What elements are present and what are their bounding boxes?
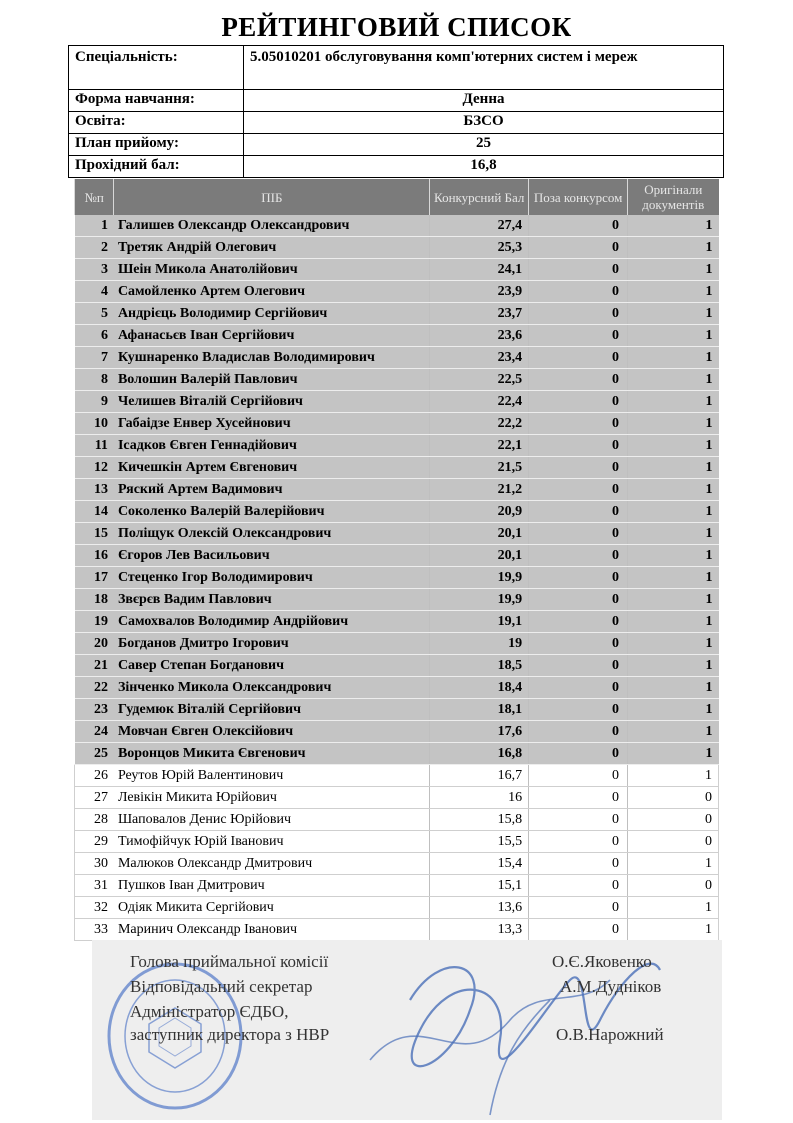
row-score: 20,1 bbox=[430, 523, 529, 545]
table-row bbox=[75, 259, 719, 281]
row-out-of-competition: 0 bbox=[529, 919, 628, 941]
row-number: 3 bbox=[75, 259, 114, 281]
row-original-documents: 0 bbox=[628, 831, 719, 853]
table-row bbox=[75, 897, 719, 919]
row-number: 24 bbox=[75, 721, 114, 743]
row-score: 18,4 bbox=[430, 677, 529, 699]
row-score: 19,9 bbox=[430, 589, 529, 611]
row-name: Маринич Олександр Іванович bbox=[114, 919, 430, 941]
row-out-of-competition: 0 bbox=[529, 875, 628, 897]
row-out-of-competition: 0 bbox=[529, 853, 628, 875]
row-name: Афанасьєв Іван Сергійович bbox=[114, 325, 430, 347]
row-out-of-competition: 0 bbox=[529, 897, 628, 919]
row-out-of-competition: 0 bbox=[529, 435, 628, 457]
row-original-documents: 1 bbox=[628, 655, 719, 677]
row-original-documents: 1 bbox=[628, 919, 719, 941]
row-name: Тимофійчук Юрій Іванович bbox=[114, 831, 430, 853]
specialty-info-table bbox=[68, 45, 724, 178]
row-out-of-competition: 0 bbox=[529, 281, 628, 303]
row-original-documents: 1 bbox=[628, 325, 719, 347]
row-number: 14 bbox=[75, 501, 114, 523]
table-row bbox=[75, 633, 719, 655]
row-original-documents: 1 bbox=[628, 743, 719, 765]
row-number: 6 bbox=[75, 325, 114, 347]
table-row bbox=[75, 655, 719, 677]
page-title: РЕЙТИНГОВИЙ СПИСОК bbox=[221, 12, 572, 42]
table-row bbox=[75, 369, 719, 391]
row-name: Гудемюк Віталій Сергійович bbox=[114, 699, 430, 721]
table-row bbox=[75, 215, 719, 237]
row-out-of-competition: 0 bbox=[529, 237, 628, 259]
row-out-of-competition: 0 bbox=[529, 215, 628, 237]
row-name: Малюков Олександр Дмитрович bbox=[114, 853, 430, 875]
row-original-documents: 1 bbox=[628, 237, 719, 259]
row-number: 30 bbox=[75, 853, 114, 875]
row-original-documents: 1 bbox=[628, 479, 719, 501]
education-label: Освіта: bbox=[69, 112, 244, 134]
deputy-director-name: О.В.Нарожний bbox=[556, 1025, 664, 1044]
row-score: 24,1 bbox=[430, 259, 529, 281]
row-out-of-competition: 0 bbox=[529, 479, 628, 501]
row-name: Пушков Іван Дмитрович bbox=[114, 875, 430, 897]
row-out-of-competition: 0 bbox=[529, 831, 628, 853]
row-original-documents: 1 bbox=[628, 897, 719, 919]
row-out-of-competition: 0 bbox=[529, 303, 628, 325]
row-score: 20,1 bbox=[430, 545, 529, 567]
row-score: 13,3 bbox=[430, 919, 529, 941]
row-out-of-competition: 0 bbox=[529, 699, 628, 721]
table-row bbox=[75, 831, 719, 853]
row-name: Волошин Валерій Павлович bbox=[114, 369, 430, 391]
row-out-of-competition: 0 bbox=[529, 677, 628, 699]
table-row bbox=[75, 765, 719, 787]
row-score: 15,5 bbox=[430, 831, 529, 853]
row-number: 13 bbox=[75, 479, 114, 501]
row-score: 20,9 bbox=[430, 501, 529, 523]
row-out-of-competition: 0 bbox=[529, 743, 628, 765]
table-row bbox=[75, 479, 719, 501]
row-original-documents: 1 bbox=[628, 303, 719, 325]
table-row bbox=[75, 809, 719, 831]
row-score: 18,1 bbox=[430, 699, 529, 721]
passing-score-label: Прохідний бал: bbox=[69, 156, 244, 178]
row-out-of-competition: 0 bbox=[529, 347, 628, 369]
row-name: Ряский Артем Вадимович bbox=[114, 479, 430, 501]
row-number: 12 bbox=[75, 457, 114, 479]
table-row bbox=[75, 919, 719, 941]
row-score: 23,7 bbox=[430, 303, 529, 325]
row-name: Реутов Юрій Валентинович bbox=[114, 765, 430, 787]
row-score: 15,1 bbox=[430, 875, 529, 897]
rating-table-body bbox=[75, 215, 719, 941]
row-out-of-competition: 0 bbox=[529, 369, 628, 391]
row-out-of-competition: 0 bbox=[529, 523, 628, 545]
row-original-documents: 1 bbox=[628, 589, 719, 611]
table-row bbox=[75, 589, 719, 611]
passing-score-value: 16,8 bbox=[244, 156, 724, 178]
header-score: Конкурсний Бал bbox=[430, 179, 529, 215]
secretary-role: Відповідальний секретар bbox=[130, 977, 313, 996]
row-name: Габаідзе Енвер Хусейнович bbox=[114, 413, 430, 435]
row-name: Кичешкін Артем Євгенович bbox=[114, 457, 430, 479]
row-original-documents: 1 bbox=[628, 765, 719, 787]
table-row bbox=[75, 391, 719, 413]
row-name: Галишев Олександр Олександрович bbox=[114, 215, 430, 237]
table-row bbox=[75, 303, 719, 325]
header-name: ПІБ bbox=[114, 179, 430, 215]
row-original-documents: 1 bbox=[628, 567, 719, 589]
row-number: 16 bbox=[75, 545, 114, 567]
row-number: 33 bbox=[75, 919, 114, 941]
row-name: Шеін Микола Анатолійович bbox=[114, 259, 430, 281]
row-number: 1 bbox=[75, 215, 114, 237]
header-number: №п bbox=[75, 179, 114, 215]
row-number: 29 bbox=[75, 831, 114, 853]
row-out-of-competition: 0 bbox=[529, 611, 628, 633]
row-score: 13,6 bbox=[430, 897, 529, 919]
row-original-documents: 1 bbox=[628, 369, 719, 391]
row-name: Звєрєв Вадим Павлович bbox=[114, 589, 430, 611]
row-number: 9 bbox=[75, 391, 114, 413]
header-original-documents: Оригінали документів bbox=[628, 179, 719, 215]
row-original-documents: 0 bbox=[628, 809, 719, 831]
rating-table bbox=[74, 179, 719, 941]
admission-plan-label: План прийому: bbox=[69, 134, 244, 156]
row-name: Левікін Микита Юрійович bbox=[114, 787, 430, 809]
row-original-documents: 1 bbox=[628, 699, 719, 721]
row-name: Шаповалов Денис Юрійович bbox=[114, 809, 430, 831]
row-original-documents: 1 bbox=[628, 501, 719, 523]
deputy-director-role: заступник директора з НВР bbox=[130, 1025, 330, 1044]
table-row bbox=[75, 325, 719, 347]
row-out-of-competition: 0 bbox=[529, 325, 628, 347]
row-original-documents: 1 bbox=[628, 677, 719, 699]
row-score: 17,6 bbox=[430, 721, 529, 743]
signature-block bbox=[92, 940, 722, 1120]
row-name: Челишев Віталій Сергійович bbox=[114, 391, 430, 413]
row-out-of-competition: 0 bbox=[529, 567, 628, 589]
row-score: 22,1 bbox=[430, 435, 529, 457]
row-score: 23,9 bbox=[430, 281, 529, 303]
table-row bbox=[75, 611, 719, 633]
row-name: Мовчан Євген Олексійович bbox=[114, 721, 430, 743]
row-out-of-competition: 0 bbox=[529, 655, 628, 677]
row-out-of-competition: 0 bbox=[529, 787, 628, 809]
row-original-documents: 0 bbox=[628, 875, 719, 897]
commission-head-role: Голова приймальної комісії bbox=[130, 952, 329, 971]
row-score: 22,2 bbox=[430, 413, 529, 435]
table-row bbox=[75, 875, 719, 897]
row-score: 16,8 bbox=[430, 743, 529, 765]
row-out-of-competition: 0 bbox=[529, 721, 628, 743]
table-row bbox=[75, 721, 719, 743]
row-name: Богданов Дмитро Ігорович bbox=[114, 633, 430, 655]
table-row bbox=[75, 457, 719, 479]
row-name: Третяк Андрій Олегович bbox=[114, 237, 430, 259]
commission-head-name: О.Є.Яковенко bbox=[552, 952, 652, 971]
table-row bbox=[75, 523, 719, 545]
rating-table-header bbox=[75, 179, 719, 215]
row-score: 19,9 bbox=[430, 567, 529, 589]
specialty-value: 5.05010201 обслуговування комп'ютерних систем і мереж bbox=[244, 46, 724, 90]
row-name: Кушнаренко Владислав Володимирович bbox=[114, 347, 430, 369]
education-value: БЗСО bbox=[244, 112, 724, 134]
row-original-documents: 1 bbox=[628, 523, 719, 545]
row-score: 19 bbox=[430, 633, 529, 655]
row-score: 16 bbox=[430, 787, 529, 809]
row-score: 22,4 bbox=[430, 391, 529, 413]
row-score: 22,5 bbox=[430, 369, 529, 391]
study-form-value: Денна bbox=[244, 90, 724, 112]
row-out-of-competition: 0 bbox=[529, 413, 628, 435]
row-score: 16,7 bbox=[430, 765, 529, 787]
row-score: 23,6 bbox=[430, 325, 529, 347]
row-number: 15 bbox=[75, 523, 114, 545]
row-number: 21 bbox=[75, 655, 114, 677]
row-name: Соколенко Валерій Валерійович bbox=[114, 501, 430, 523]
row-out-of-competition: 0 bbox=[529, 589, 628, 611]
table-row bbox=[75, 699, 719, 721]
row-out-of-competition: 0 bbox=[529, 259, 628, 281]
row-name: Воронцов Микита Євгенович bbox=[114, 743, 430, 765]
row-original-documents: 0 bbox=[628, 787, 719, 809]
row-score: 15,4 bbox=[430, 853, 529, 875]
specialty-label: Спеціальність: bbox=[69, 46, 244, 90]
row-number: 27 bbox=[75, 787, 114, 809]
table-row bbox=[75, 787, 719, 809]
row-out-of-competition: 0 bbox=[529, 633, 628, 655]
row-original-documents: 1 bbox=[628, 391, 719, 413]
row-name: Поліщук Олексій Олександрович bbox=[114, 523, 430, 545]
row-original-documents: 1 bbox=[628, 721, 719, 743]
row-number: 8 bbox=[75, 369, 114, 391]
edbo-admin-role: Адміністратор ЄДБО, bbox=[130, 1002, 289, 1021]
row-original-documents: 1 bbox=[628, 281, 719, 303]
row-name: Андрієць Володимир Сергійович bbox=[114, 303, 430, 325]
row-number: 10 bbox=[75, 413, 114, 435]
row-number: 26 bbox=[75, 765, 114, 787]
row-original-documents: 1 bbox=[628, 853, 719, 875]
row-name: Одіяк Микита Сергійович bbox=[114, 897, 430, 919]
table-row bbox=[75, 347, 719, 369]
row-original-documents: 1 bbox=[628, 545, 719, 567]
row-number: 17 bbox=[75, 567, 114, 589]
row-number: 11 bbox=[75, 435, 114, 457]
table-row bbox=[75, 567, 719, 589]
table-row bbox=[75, 281, 719, 303]
row-original-documents: 1 bbox=[628, 215, 719, 237]
row-original-documents: 1 bbox=[628, 633, 719, 655]
row-out-of-competition: 0 bbox=[529, 391, 628, 413]
row-out-of-competition: 0 bbox=[529, 809, 628, 831]
table-row bbox=[75, 413, 719, 435]
row-number: 5 bbox=[75, 303, 114, 325]
row-out-of-competition: 0 bbox=[529, 457, 628, 479]
row-score: 19,1 bbox=[430, 611, 529, 633]
row-number: 22 bbox=[75, 677, 114, 699]
row-number: 19 bbox=[75, 611, 114, 633]
row-original-documents: 1 bbox=[628, 435, 719, 457]
row-original-documents: 1 bbox=[628, 611, 719, 633]
row-number: 25 bbox=[75, 743, 114, 765]
row-name: Стеценко Ігор Володимирович bbox=[114, 567, 430, 589]
row-name: Самойленко Артем Олегович bbox=[114, 281, 430, 303]
study-form-label: Форма навчання: bbox=[69, 90, 244, 112]
row-number: 28 bbox=[75, 809, 114, 831]
row-name: Самохвалов Володимир Андрійович bbox=[114, 611, 430, 633]
table-row bbox=[75, 237, 719, 259]
row-number: 2 bbox=[75, 237, 114, 259]
row-score: 18,5 bbox=[430, 655, 529, 677]
row-score: 21,5 bbox=[430, 457, 529, 479]
table-row bbox=[75, 743, 719, 765]
header-out-of-competition: Поза конкурсом bbox=[529, 179, 628, 215]
row-original-documents: 1 bbox=[628, 413, 719, 435]
table-row bbox=[75, 677, 719, 699]
secretary-name: А.М.Дудніков bbox=[560, 977, 662, 996]
row-original-documents: 1 bbox=[628, 347, 719, 369]
row-score: 25,3 bbox=[430, 237, 529, 259]
table-row bbox=[75, 545, 719, 567]
row-number: 4 bbox=[75, 281, 114, 303]
row-original-documents: 1 bbox=[628, 457, 719, 479]
row-number: 7 bbox=[75, 347, 114, 369]
row-score: 15,8 bbox=[430, 809, 529, 831]
row-number: 31 bbox=[75, 875, 114, 897]
row-name: Єгоров Лев Васильович bbox=[114, 545, 430, 567]
table-row bbox=[75, 853, 719, 875]
row-out-of-competition: 0 bbox=[529, 545, 628, 567]
row-out-of-competition: 0 bbox=[529, 765, 628, 787]
table-row bbox=[75, 435, 719, 457]
row-original-documents: 1 bbox=[628, 259, 719, 281]
row-out-of-competition: 0 bbox=[529, 501, 628, 523]
row-number: 32 bbox=[75, 897, 114, 919]
row-score: 27,4 bbox=[430, 215, 529, 237]
row-name: Савер Степан Богданович bbox=[114, 655, 430, 677]
row-name: Ісадков Євген Геннадійович bbox=[114, 435, 430, 457]
row-number: 20 bbox=[75, 633, 114, 655]
table-row bbox=[75, 501, 719, 523]
admission-plan-value: 25 bbox=[244, 134, 724, 156]
row-number: 23 bbox=[75, 699, 114, 721]
row-score: 21,2 bbox=[430, 479, 529, 501]
row-name: Зінченко Микола Олександрович bbox=[114, 677, 430, 699]
row-number: 18 bbox=[75, 589, 114, 611]
row-score: 23,4 bbox=[430, 347, 529, 369]
